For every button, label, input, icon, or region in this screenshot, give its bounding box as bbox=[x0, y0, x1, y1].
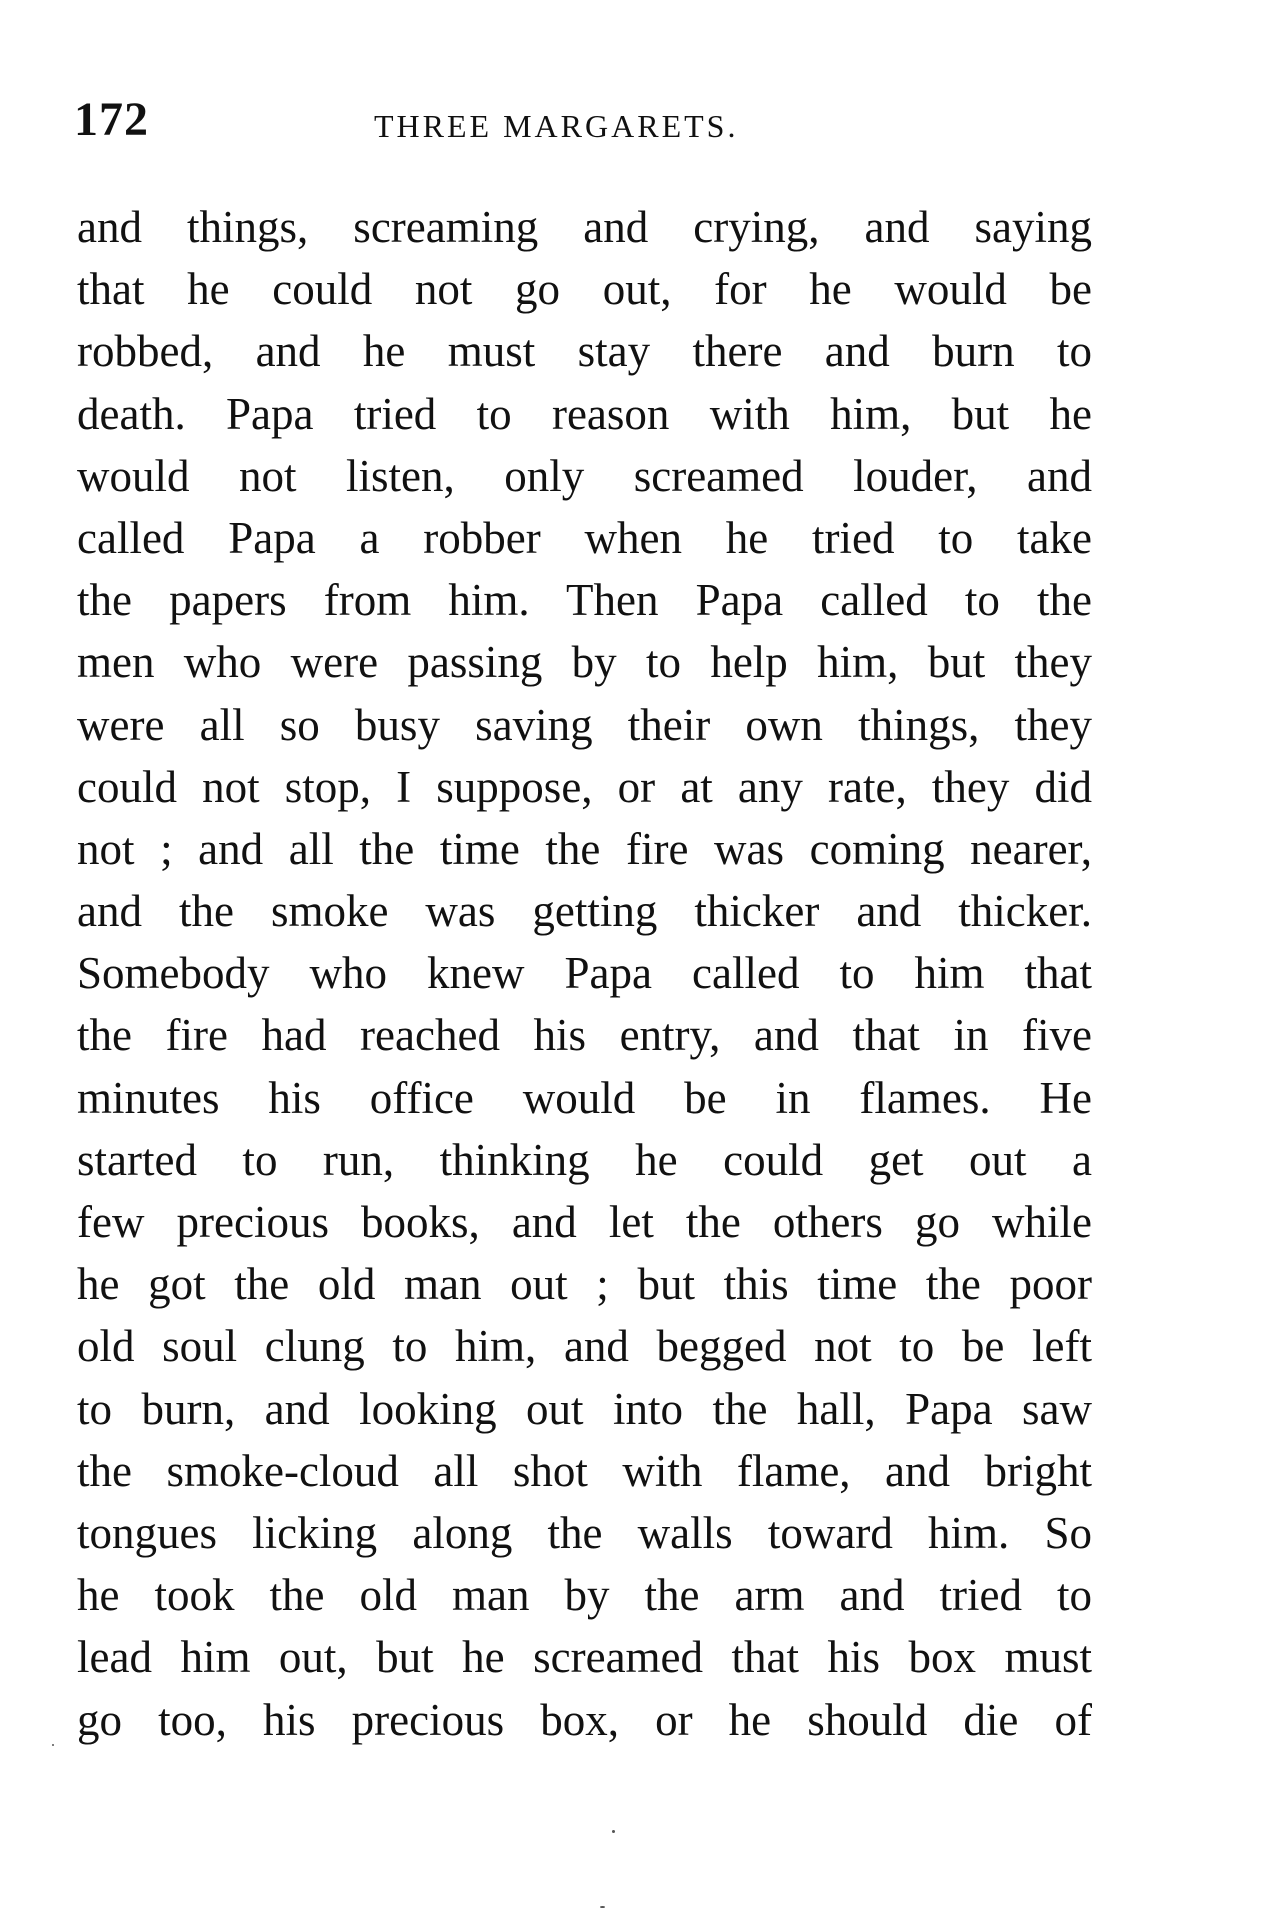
text-line: called Papa a robber when he tried to take bbox=[77, 512, 1092, 563]
paper-speck bbox=[612, 1830, 615, 1833]
page-number: 172 bbox=[74, 93, 149, 146]
text-line: the smoke-cloud all shot with flame, and bright bbox=[77, 1445, 1092, 1496]
text-line: started to run, thinking he could get out a bbox=[77, 1134, 1092, 1185]
text-line: go too, his precious box, or he should die of bbox=[77, 1694, 1092, 1745]
text-line: death. Papa tried to reason with him, but he bbox=[77, 388, 1092, 439]
text-line: few precious books, and let the others go while bbox=[77, 1197, 1092, 1247]
paper-speck bbox=[600, 1906, 605, 1908]
text-line: the papers from him. Then Papa called to the bbox=[77, 575, 1092, 626]
paper-speck bbox=[52, 1744, 54, 1746]
text-line: and the smoke was getting thicker and thicker. bbox=[77, 886, 1092, 937]
text-line: tongues licking along the walls toward him. So bbox=[77, 1507, 1092, 1558]
text-line: would not listen, only screamed louder, and bbox=[77, 450, 1092, 501]
text-line: the fire had reached his entry, and that in five bbox=[77, 1010, 1092, 1061]
text-line: were all so busy saving their own things, they bbox=[77, 699, 1092, 750]
text-line: not ; and all the time the fire was coming nearer, bbox=[77, 823, 1092, 874]
text-line: Somebody who knew Papa called to him that bbox=[77, 948, 1092, 999]
text-line: men who were passing by to help him, but they bbox=[77, 637, 1092, 688]
running-head bbox=[74, 92, 1094, 152]
running-title: THREE MARGARETS. bbox=[374, 108, 739, 144]
text-line: to burn, and looking out into the hall, Papa saw bbox=[77, 1383, 1092, 1434]
body-text bbox=[77, 196, 1092, 1751]
text-line: robbed, and he must stay there and burn to bbox=[77, 326, 1092, 377]
text-line: that he could not go out, for he would be bbox=[77, 264, 1092, 315]
text-line: he took the old man by the arm and tried to bbox=[77, 1570, 1092, 1621]
text-line: lead him out, but he screamed that his box must bbox=[77, 1632, 1092, 1683]
text-line: old soul clung to him, and begged not to be left bbox=[77, 1321, 1092, 1372]
text-line: he got the old man out ; but this time the poor bbox=[77, 1259, 1092, 1310]
text-line: and things, screaming and crying, and saying bbox=[77, 202, 1092, 252]
text-line: minutes his office would be in flames. He bbox=[77, 1072, 1092, 1123]
text-line: could not stop, I suppose, or at any rate, they did bbox=[77, 761, 1092, 812]
